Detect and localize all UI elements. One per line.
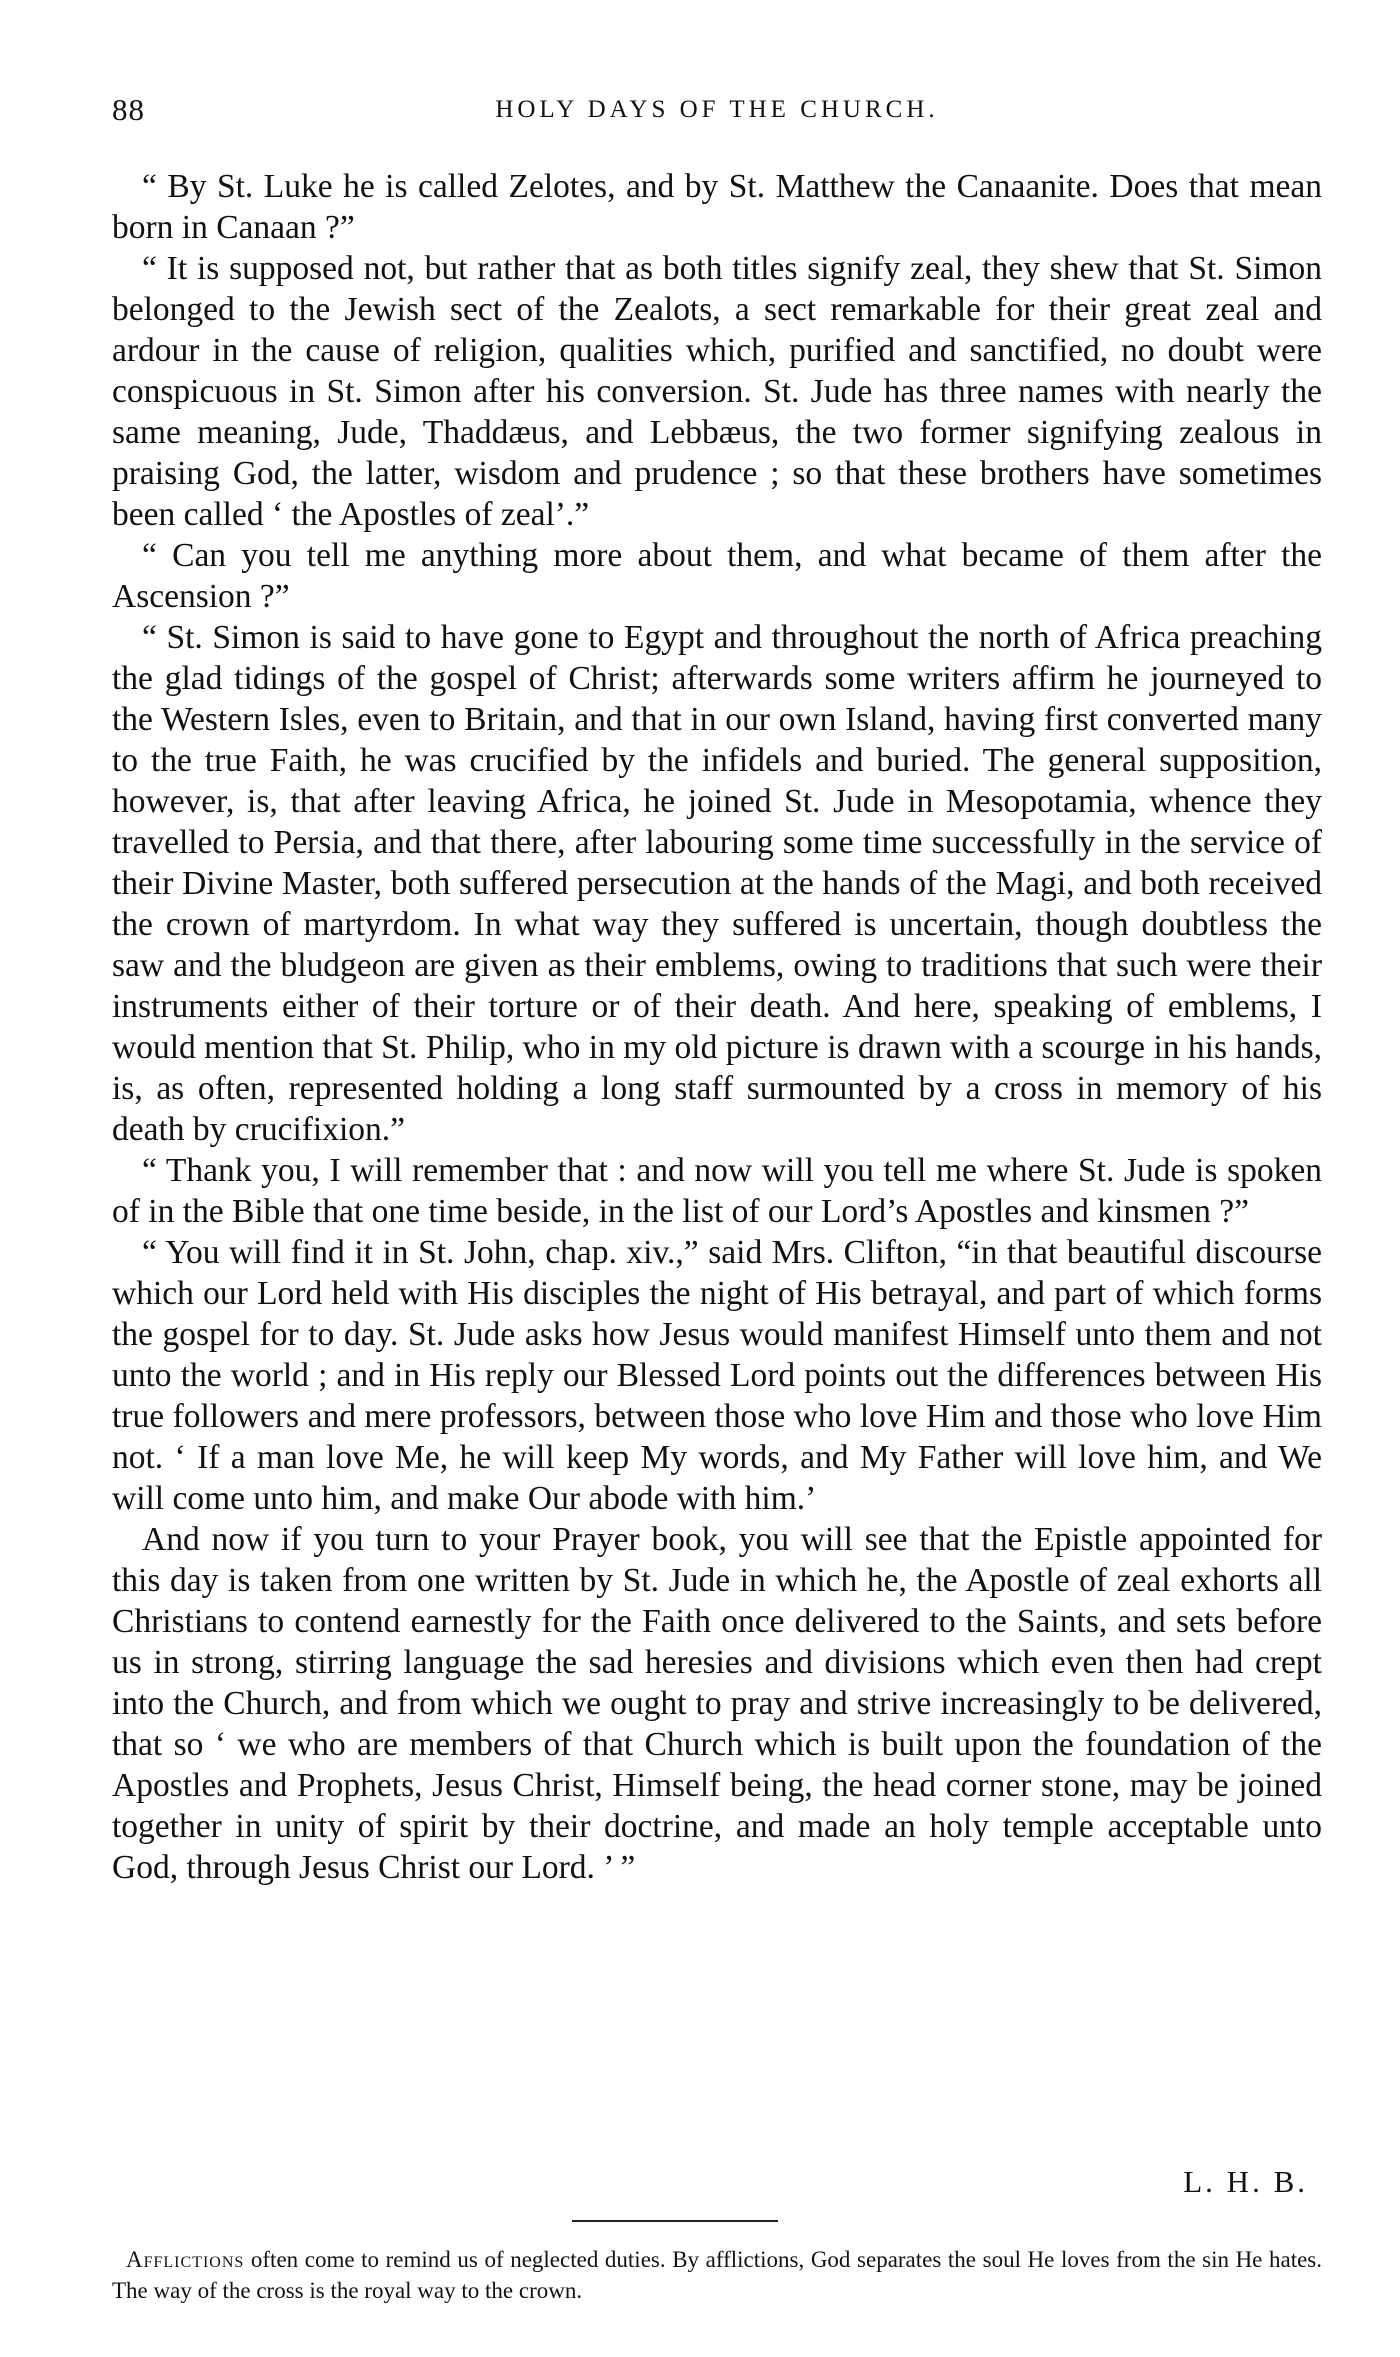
footnote <box>112 2244 1322 2306</box>
paragraph: “ St. Simon is said to have gone to Egypt and throughout the north of Africa preaching the glad tidings of the gospel of Christ; afterwards some writers affirm he journeyed to the Western Isles, even to Britain, and that in our own Island, having first converted many to the true Faith, he was crucified by the infidels and buried. The general supposition, however, is, that after leaving Africa, he joined St. Jude in Mesopotamia, whence they travelled to Persia, and that there, after labouring some time successfully in the service of their Divine Master, both suffered persecution at the hands of the Magi, and both received the crown of martyrdom. In what way they suffered is uncertain, though doubtless the saw and the bludgeon are given as their emblems, owing to traditions that such were their instruments either of their torture or of their death. And here, speaking of emblems, I would mention that St. Philip, who in my old picture is drawn with a scourge in his hands, is, as often, represented holding a long staff surmounted by a cross in memory of his death by crucifixion.” <box>112 619 1322 1148</box>
paragraph: “ Can you tell me anything more about them, and what became of them after the Ascension ?” <box>112 537 1322 615</box>
page-header <box>112 92 1322 132</box>
paragraph: “ It is supposed not, but rather that as both titles signify zeal, they shew that St. Simon belonged to the Jewish sect of the Zealots, a sect remarkable for their great zeal and ardour in the cause of religion, qualities which, purified and sanctified, no doubt were conspicuous in St. Simon after his conversion. St. Jude has three names with nearly the same meaning, Jude, Thaddæus, and Lebbæus, the two former signifying zealous in praising God, the latter, wisdom and prudence ; so that these brothers have sometimes been called ‘ the Apostles of zeal’.” <box>112 250 1322 533</box>
paragraph: And now if you turn to your Prayer book, you will see that the Epistle appointed for this day is taken from one written by St. Jude in which he, the Apostle of zeal exhorts all Christians to contend earnestly for the Faith once delivered to the Saints, and sets before us in strong, stirring language the sad heresies and divisions which even then had crept into the Church, and from which we ought to pray and strive increasingly to be delivered, that so ‘ we who are members of that Church which is built upon the foundation of the Apostles and Prophets, Jesus Christ, Himself being, the head corner stone, may be joined together in unity of spirit by their doctrine, and made an holy temple acceptable unto God, through Jesus Christ our Lord. ’ ” <box>112 1521 1322 1886</box>
body-text <box>112 166 1322 1888</box>
footnote-divider <box>572 2220 778 2222</box>
page-number: 88 <box>112 92 145 127</box>
author-signature: L. H. B. <box>1183 2164 1308 2199</box>
footnote-text: often come to remind us of neglected duties. By afflictions, God separates the soul He loves from the sin He hates. The way of the cross is the royal way to the crown. <box>112 2247 1322 2303</box>
paragraph: “ Thank you, I will remember that : and now will you tell me where St. Jude is spoken of in the Bible that one time beside, in the list of our Lord’s Apostles and kinsmen ?” <box>112 1152 1322 1230</box>
running-title: HOLY DAYS OF THE CHURCH. <box>495 96 939 123</box>
footnote-lead: Afflictions <box>126 2247 245 2272</box>
paragraph: “ By St. Luke he is called Zelotes, and by St. Matthew the Canaanite. Does that mean born in Canaan ?” <box>112 168 1322 246</box>
paragraph: “ You will find it in St. John, chap. xiv.,” said Mrs. Clifton, “in that beautiful discourse which our Lord held with His disciples the night of His betrayal, and part of which forms the gospel for to day. St. Jude asks how Jesus would manifest Himself unto them and not unto the world ; and in His reply our Blessed Lord points out the differences between His true followers and mere professors, between those who love Him and those who love Him not. ‘ If a man love Me, he will keep My words, and My Father will love him, and We will come unto him, and make Our abode with him.’ <box>112 1234 1322 1517</box>
